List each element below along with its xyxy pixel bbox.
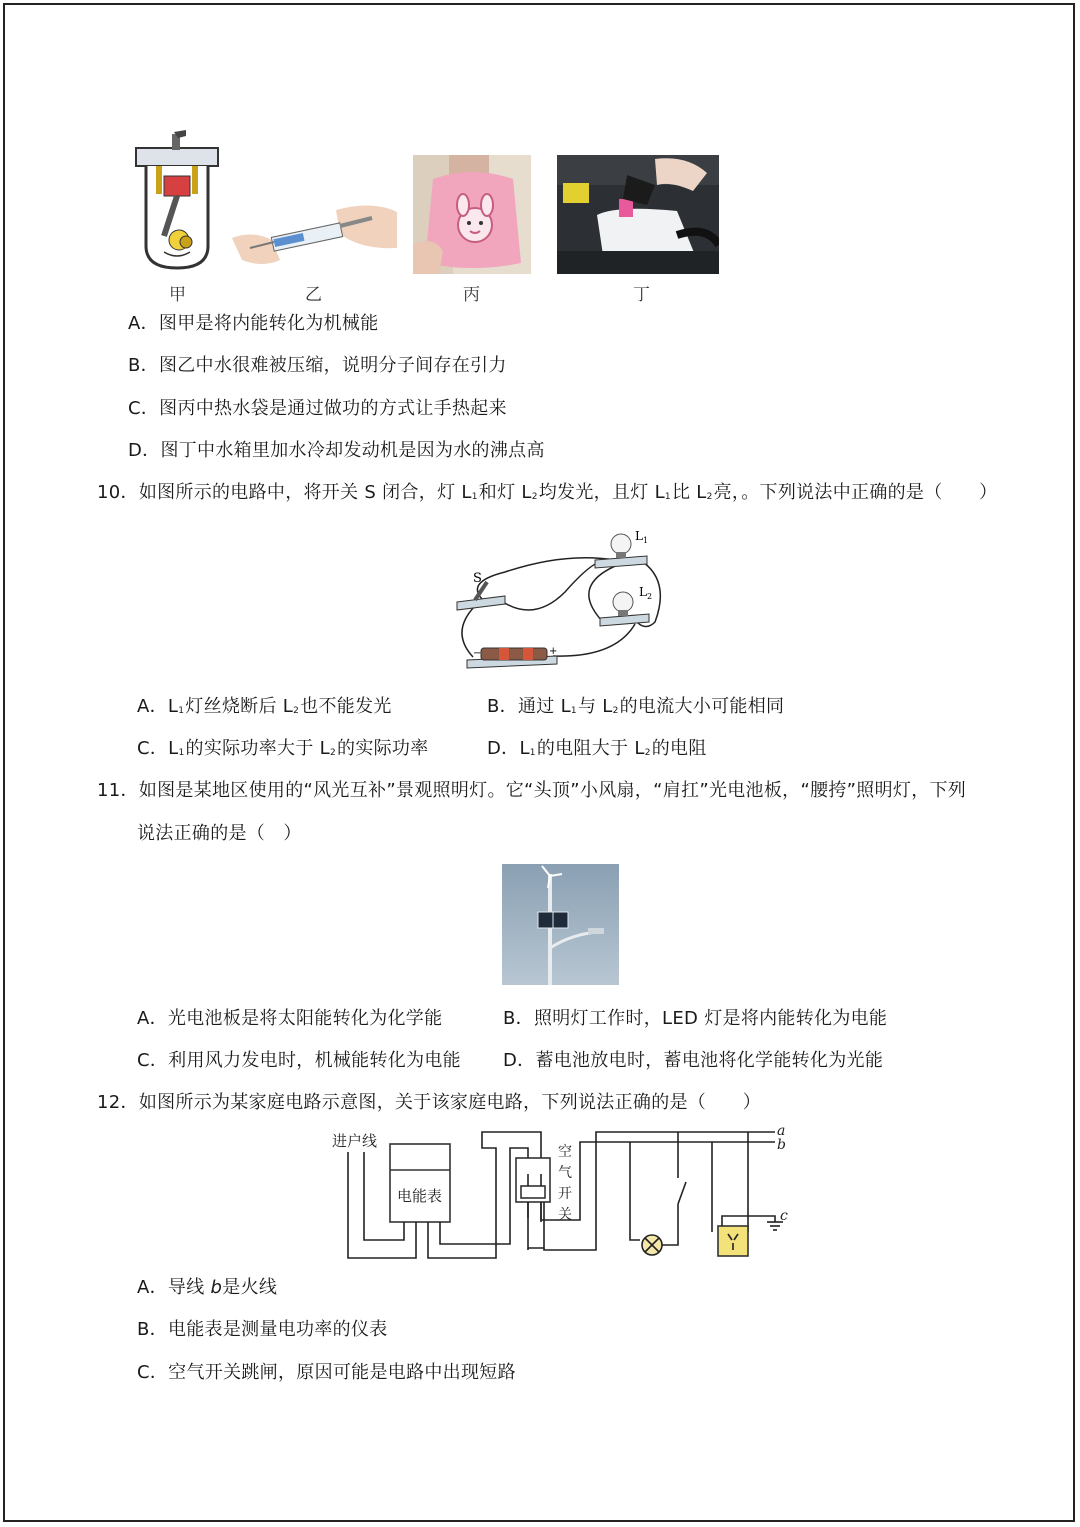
q11-stem-line2: 说法正确的是（ ） (137, 823, 302, 844)
q11-option-c: C．利用风力发电时，机械能转化为电能 (137, 1050, 461, 1071)
breaker-label-3: 开 (558, 1186, 572, 1202)
figure-engine (134, 128, 220, 274)
caption-yi: 乙 (305, 285, 322, 305)
q11-option-d: D．蓄电池放电时，蓄电池将化学能转化为光能 (503, 1050, 884, 1071)
q12-option-b: B．电能表是测量电功率的仪表 (137, 1319, 388, 1340)
caption-jia: 甲 (169, 285, 186, 305)
q9-option-a: A．图甲是将内能转化为机械能 (128, 313, 379, 334)
q10-option-b: B．通过 $L_1$与 $L_2$的电流大小可能相同 (487, 696, 785, 717)
q9-option-d: D．图丁中水箱里加水冷却发动机是因为水的沸点高 (128, 440, 545, 461)
q10-number: 10． (97, 482, 139, 503)
q12-stem: 12．如图所示为某家庭电路示意图，关于该家庭电路，下列说法正确的是（ ） (97, 1092, 762, 1113)
inlet-label: 进户线 (332, 1132, 378, 1150)
lamp2-label: $L_2$ (639, 585, 653, 601)
caption-bing: 丙 (463, 285, 480, 305)
q12-option-c: C．空气开关跳闸，原因可能是电路中出现短路 (137, 1362, 516, 1383)
figure-home-circuit (330, 1122, 795, 1264)
q10-option-d: D．$L_1$的电阻大于 $L_2$的电阻 (487, 738, 707, 759)
caption-ding: 丁 (633, 285, 650, 305)
breaker-label-2: 气 (558, 1165, 572, 1181)
q9-option-c: C．图丙中热水袋是通过做功的方式让手热起来 (128, 398, 507, 419)
figure-engine-coolant (557, 155, 719, 274)
wire-b-label: b (777, 1137, 786, 1153)
switch-label: S (473, 571, 482, 586)
meter-label: 电能表 (397, 1187, 443, 1205)
figure-syringe (232, 190, 397, 275)
figure-hot-water-bag (413, 155, 531, 274)
q11-option-b: B．照明灯工作时，LED 灯是将内能转化为电能 (503, 1008, 888, 1029)
q11-number: 11． (97, 780, 139, 801)
lamp1-label: $L_1$ (635, 529, 649, 545)
figure-circuit (445, 522, 670, 674)
q11-stem-line1: 11．如图是某地区使用的“风光互补”景观照明灯。它“头顶”小风扇，“肩扛”光电池板，“腰挎”照明灯，下列 (97, 780, 967, 801)
figure-wind-solar-lamp (502, 864, 619, 985)
q12-option-a: A．导线 b是火线 (137, 1277, 278, 1298)
q9-option-b: B．图乙中水很难被压缩，说明分子间存在引力 (128, 355, 507, 376)
q10-option-a: A．$L_1$灯丝烧断后 $L_2$也不能发光 (137, 696, 392, 717)
battery-minus: − (473, 648, 482, 659)
q12-number: 12． (97, 1092, 139, 1113)
battery-plus: + (549, 646, 558, 657)
breaker-label-1: 空 (558, 1144, 572, 1160)
breaker-label-4: 关 (558, 1207, 572, 1223)
wire-c-label: c (780, 1208, 788, 1224)
wire-a-label: a (777, 1123, 786, 1139)
q11-option-a: A．光电池板是将太阳能转化为化学能 (137, 1008, 443, 1029)
q10-option-c: C．$L_1$的实际功率大于 $L_2$的实际功率 (137, 738, 429, 759)
q10-stem: 10．如图所示的电路中，将开关 S 闭合，灯 $L_1$和灯 $L_2$均发光，且灯 $L_1$比 $L_2$亮，。下列说法中正确的是（ ） (97, 482, 998, 503)
